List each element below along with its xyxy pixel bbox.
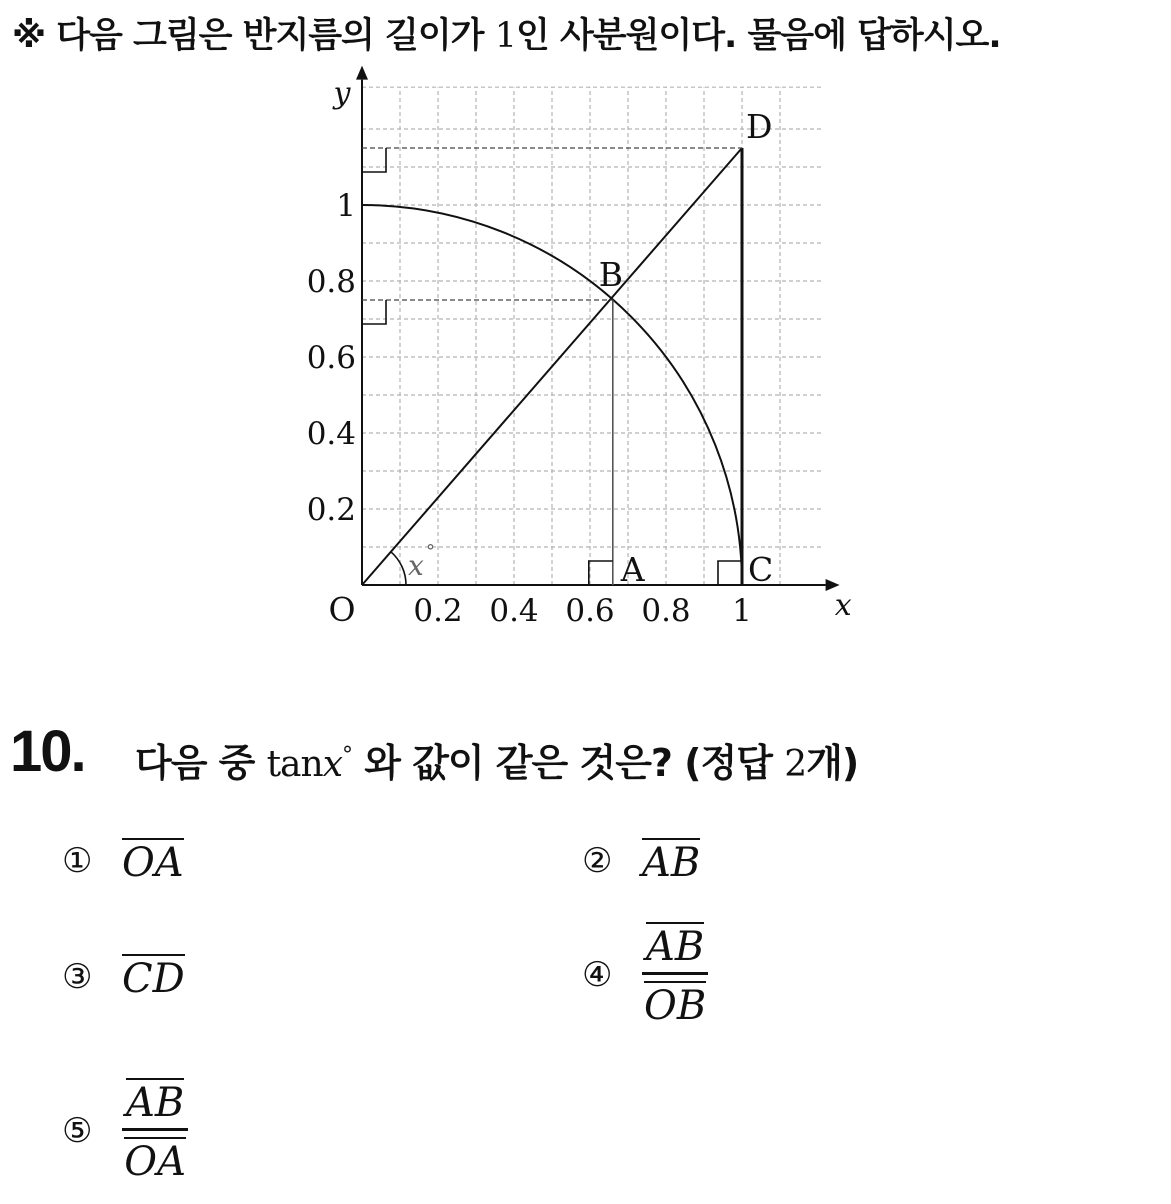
point-a-label: A bbox=[620, 550, 645, 589]
question-number: 10. bbox=[10, 719, 85, 784]
choice-4-denominator: OB bbox=[644, 983, 707, 1029]
point-d-label: D bbox=[746, 107, 773, 146]
instruction-radius-number: 1 bbox=[494, 16, 516, 56]
choice-5[interactable] bbox=[62, 1078, 188, 1183]
choice-3[interactable] bbox=[62, 954, 185, 1000]
choice-4-marker: ④ bbox=[582, 954, 613, 995]
y-tick-label: 1 bbox=[336, 188, 356, 224]
origin-label: O bbox=[328, 590, 356, 629]
choice-4[interactable] bbox=[582, 922, 708, 1027]
choice-4-fraction bbox=[642, 922, 708, 1027]
choice-3-marker: ③ bbox=[62, 957, 93, 997]
question-text-after: 와 값이 같은 것은? (정답 bbox=[352, 741, 785, 785]
choice-5-denominator: OA bbox=[124, 1139, 186, 1185]
question-text-before: 다음 중 bbox=[135, 741, 267, 785]
choice-1[interactable] bbox=[62, 838, 184, 884]
choice-4-numerator: AB bbox=[646, 924, 705, 970]
choice-2-marker: ② bbox=[582, 841, 613, 881]
tan-function: tan bbox=[266, 744, 323, 785]
degree-symbol: ° bbox=[342, 743, 353, 768]
y-tick-label: 0.6 bbox=[306, 340, 356, 376]
choice-5-fraction bbox=[122, 1078, 188, 1183]
x-tick-label: 0.2 bbox=[413, 593, 463, 629]
choice-5-numerator: AB bbox=[126, 1080, 185, 1126]
angle-arc bbox=[391, 552, 406, 585]
x-tick-label: 0.6 bbox=[565, 593, 615, 629]
right-angle-mark-b bbox=[362, 300, 386, 324]
y-axis-label: y bbox=[333, 76, 351, 111]
point-c-label: C bbox=[748, 550, 774, 589]
figure-labels bbox=[307, 76, 852, 629]
choice-3-expression: CD bbox=[122, 956, 185, 1002]
choice-2[interactable] bbox=[582, 838, 700, 884]
choice-1-expression: OA bbox=[122, 840, 184, 886]
question-text-end: 개) bbox=[806, 741, 859, 785]
choice-2-expression: AB bbox=[642, 840, 701, 886]
point-b-label: B bbox=[598, 255, 624, 294]
answer-count: 2 bbox=[784, 744, 807, 785]
right-angle-mark-c bbox=[718, 561, 742, 585]
angle-degree-label: ° bbox=[426, 541, 435, 562]
tan-expression bbox=[267, 744, 342, 785]
y-tick-label: 0.8 bbox=[306, 264, 356, 300]
choice-5-marker: ⑤ bbox=[62, 1110, 93, 1151]
x-tick-label: 0.4 bbox=[489, 593, 539, 629]
x-tick-label: 0.8 bbox=[641, 593, 691, 629]
y-tick-label: 0.2 bbox=[306, 492, 356, 528]
right-angle-mark-a bbox=[589, 561, 613, 585]
question-text bbox=[135, 732, 858, 787]
instruction-suffix: 인 사분원이다. 물음에 답하시오. bbox=[515, 16, 1001, 56]
y-axis-arrow bbox=[356, 66, 368, 80]
right-angle-mark-d bbox=[362, 148, 386, 172]
tan-variable: x bbox=[322, 744, 343, 785]
x-axis-label: x bbox=[834, 588, 852, 623]
y-tick-label: 0.4 bbox=[306, 416, 356, 452]
grid-lines bbox=[362, 87, 822, 585]
angle-label: x bbox=[408, 549, 424, 582]
x-tick-label: 1 bbox=[732, 593, 752, 629]
choice-1-marker: ① bbox=[62, 841, 93, 881]
instruction-prefix: ※ 다음 그림은 반지름의 길이가 bbox=[12, 16, 495, 56]
